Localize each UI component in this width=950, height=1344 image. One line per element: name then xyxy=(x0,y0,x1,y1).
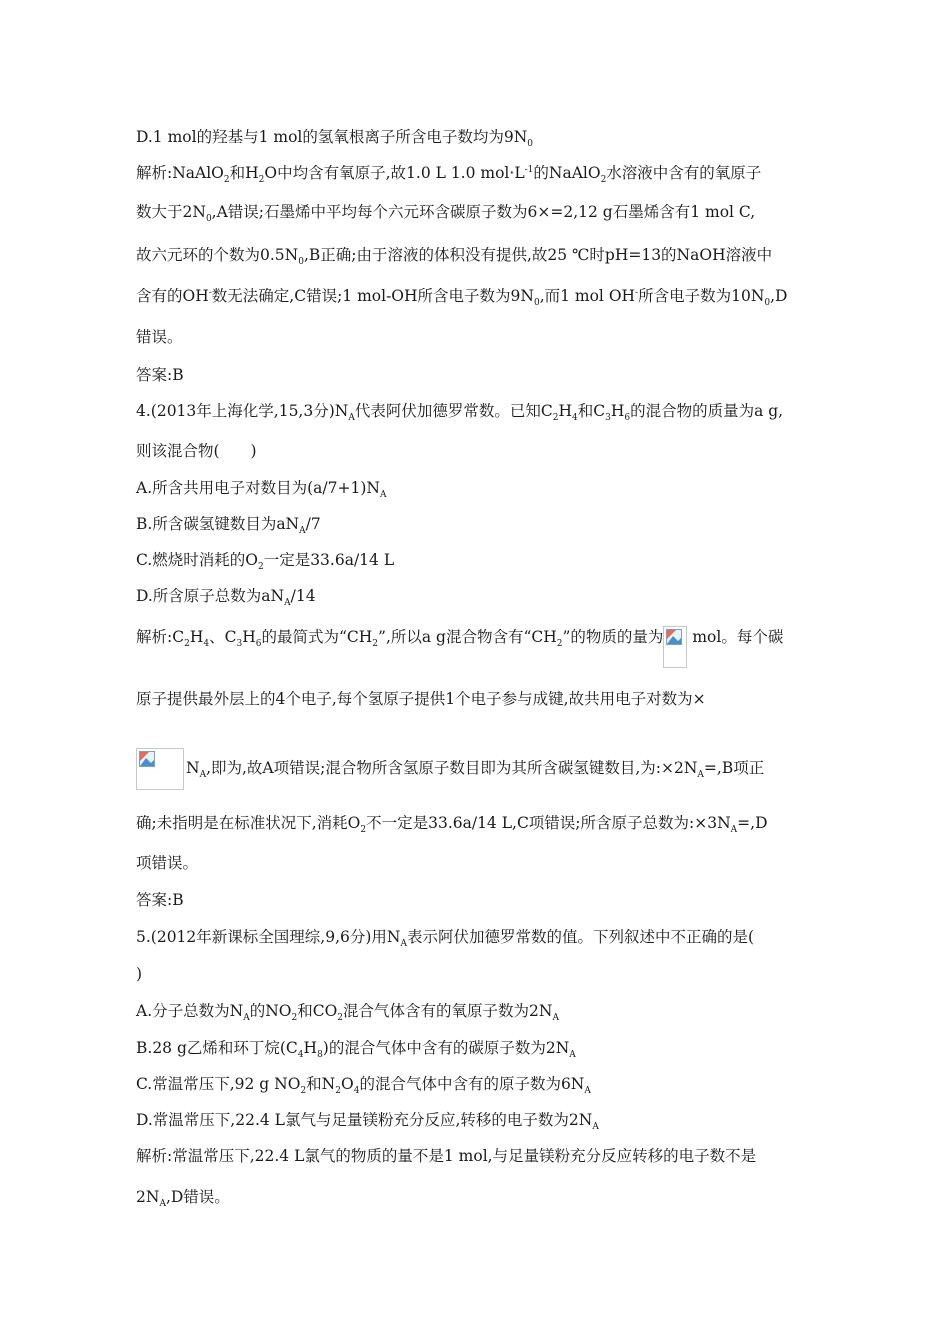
broken-image-icon xyxy=(136,748,184,790)
text-line: D.1 mol的羟基与1 mol的氢氧根离子所含电子数均为$9N_0$ xyxy=(136,128,534,150)
text-line: $N_A$,即为,故A项错误;混合物所含氢原子数目即为其所含碳氢键数目,为$:\times 2N_A=,B$项正 xyxy=(136,748,826,790)
text-line: 解析:NaAlO$_2$和$H_2O$中均含有氧原子,故1.0 L 1.0 $mol\cdot L^{-1}$的NaAlO$_2$水溶液中含有的氧原子 xyxy=(136,164,762,186)
option-a: A.分子总数为$N_A$的$NO_2$和$CO_2$混合气体含有的氧原子数为$2N_A$ xyxy=(136,1002,559,1024)
option-d: D.所含原子总数为$aN_A/14$ xyxy=(136,587,316,609)
text-line: 确;未指明是在标准状况下,消耗$O_2$不一定是33.6a/14 L,C项错误;所含原子总数为$:\times 3N_A=,D$ xyxy=(136,814,768,836)
question-5-title: 5.(2012年新课标全国理综,9,6分)用$N_A$表示阿伏加德罗常数的值。下列叙述中不正确的是( xyxy=(136,928,755,950)
text-line: 项错误。 xyxy=(136,854,199,872)
text-line: $2N_A,D$错误。 xyxy=(136,1188,230,1210)
question-4-title: 4.(2013年上海化学,15,3分)$N_A$代表阿伏加德罗常数。已知$C_2H_4$和$C_3H_6$的混合物的质量为a g, xyxy=(136,402,784,424)
text-line: ) xyxy=(136,965,143,983)
text-line: 解析$:C_2H_4$、$C_3H_6$的最简式为“$CH_2$”,所以a g混合物含有“$CH_2$”的物质的量为 mol。每个碳 xyxy=(136,626,826,668)
option-b: B.所含碳氢键数目为$aN_A/7$ xyxy=(136,515,321,537)
text-line: 数大于$2N_0,A$错误;石墨烯中平均每个六元环含碳原子数为6×=2,12 g石墨烯含有1 mol C, xyxy=(136,203,756,225)
text-line: 含有的OH-数无法确定,C错误;1 mol-OH所含电子数为$9N_0$,而1 mol OH-所含电子数为$10N_0,D$ xyxy=(136,287,788,309)
option-b: B.28 g乙烯和环丁烷$(C_4H_8)$的混合气体中含有的碳原子数为$2N_A$ xyxy=(136,1039,576,1061)
text-line: 故六元环的个数为$0.5N_0,B$正确;由于溶液的体积没有提供,故25 ℃时pH=13的NaOH溶液中 xyxy=(136,246,773,268)
answer-line: 答案:B xyxy=(136,366,184,384)
broken-image-icon xyxy=(663,626,687,668)
option-c: C.常温常压下,92 g $NO_2$和$N_2O_4$的混合气体中含有的原子数为$6N_A$ xyxy=(136,1075,591,1097)
text-line: 错误。 xyxy=(136,328,183,346)
text-line: 原子提供最外层上的4个电子,每个氢原子提供1个电子参与成键,故共用电子对数为× xyxy=(136,690,706,708)
option-a: A.所含共用电子对数目为$(a/7+1)N_A$ xyxy=(136,479,387,501)
text-line: 解析:常温常压下,22.4 L氯气的物质的量不是1 mol,与足量镁粉充分反应转移的电子数不是 xyxy=(136,1147,757,1165)
option-c: C.燃烧时消耗的$O_2$一定是33.6a/14 L xyxy=(136,551,395,573)
text-line: 则该混合物( ) xyxy=(136,442,257,460)
option-d: D.常温常压下,22.4 L氯气与足量镁粉充分反应,转移的电子数为$2N_A$ xyxy=(136,1111,599,1133)
answer-line: 答案:B xyxy=(136,891,184,909)
